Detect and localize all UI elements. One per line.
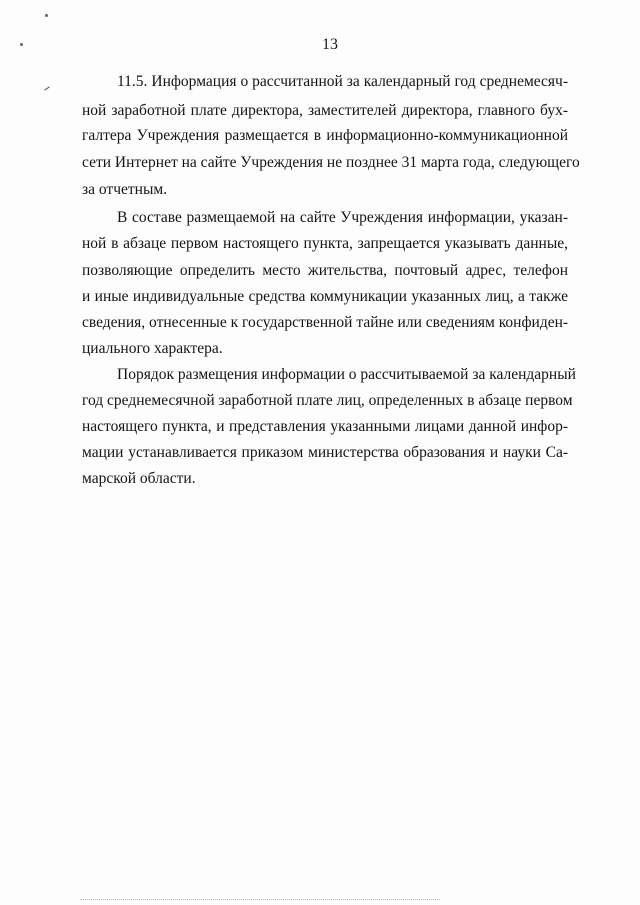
paragraph-3-line-1: Порядок размещения информации о рассчитываемой за календарный [117, 366, 576, 383]
paragraph-2-line-1: В составе размещаемой на сайте Учреждения информации, указан- [117, 209, 568, 226]
paragraph-1-line-1: 11.5. Информация о рассчитанной за календарный год среднемесяч- [117, 73, 568, 90]
scan-mark-dot [45, 14, 48, 17]
paragraph-2-line-6: циального характера. [82, 340, 223, 357]
paragraph-1-line-5: за отчетным. [82, 181, 168, 198]
paragraph-2-line-5: сведения, отнесенные к государственной тайне или сведениям конфиден- [82, 314, 569, 331]
page-number: 13 [322, 36, 338, 53]
paragraph-2-line-4: и иные индивидуальные средства коммуникации указанных лиц, а также [82, 288, 568, 305]
paragraph-3-line-5: марской области. [82, 470, 196, 487]
paragraph-3-line-4: мации устанавливается приказом министерства образования и науки Са- [82, 444, 568, 461]
paragraph-2-line-3: позволяющие определить место жительства, почтовый адрес, телефон [82, 262, 568, 279]
paragraph-1-line-4: сети Интернет на сайте Учреждения не позднее 31 марта года, следующего [82, 154, 580, 171]
paragraph-3-line-2: год среднемесячной заработной плате лиц, определенных в абзаце первом [82, 392, 573, 409]
scan-mark-stroke [44, 86, 49, 90]
paragraph-2-line-2: ной в абзаце первом настоящего пункта, запрещается указывать данные, [82, 235, 568, 252]
paragraph-1-line-2: ной заработной плате директора, заместителей директора, главного бух- [82, 102, 568, 119]
paragraph-1-line-3: галтера Учреждения размещается в информационно-коммуникационной [82, 127, 568, 144]
paragraph-3-line-3: настоящего пункта, и представления указанными лицами данной инфор- [82, 418, 568, 435]
scan-bottom-edge [80, 899, 440, 901]
